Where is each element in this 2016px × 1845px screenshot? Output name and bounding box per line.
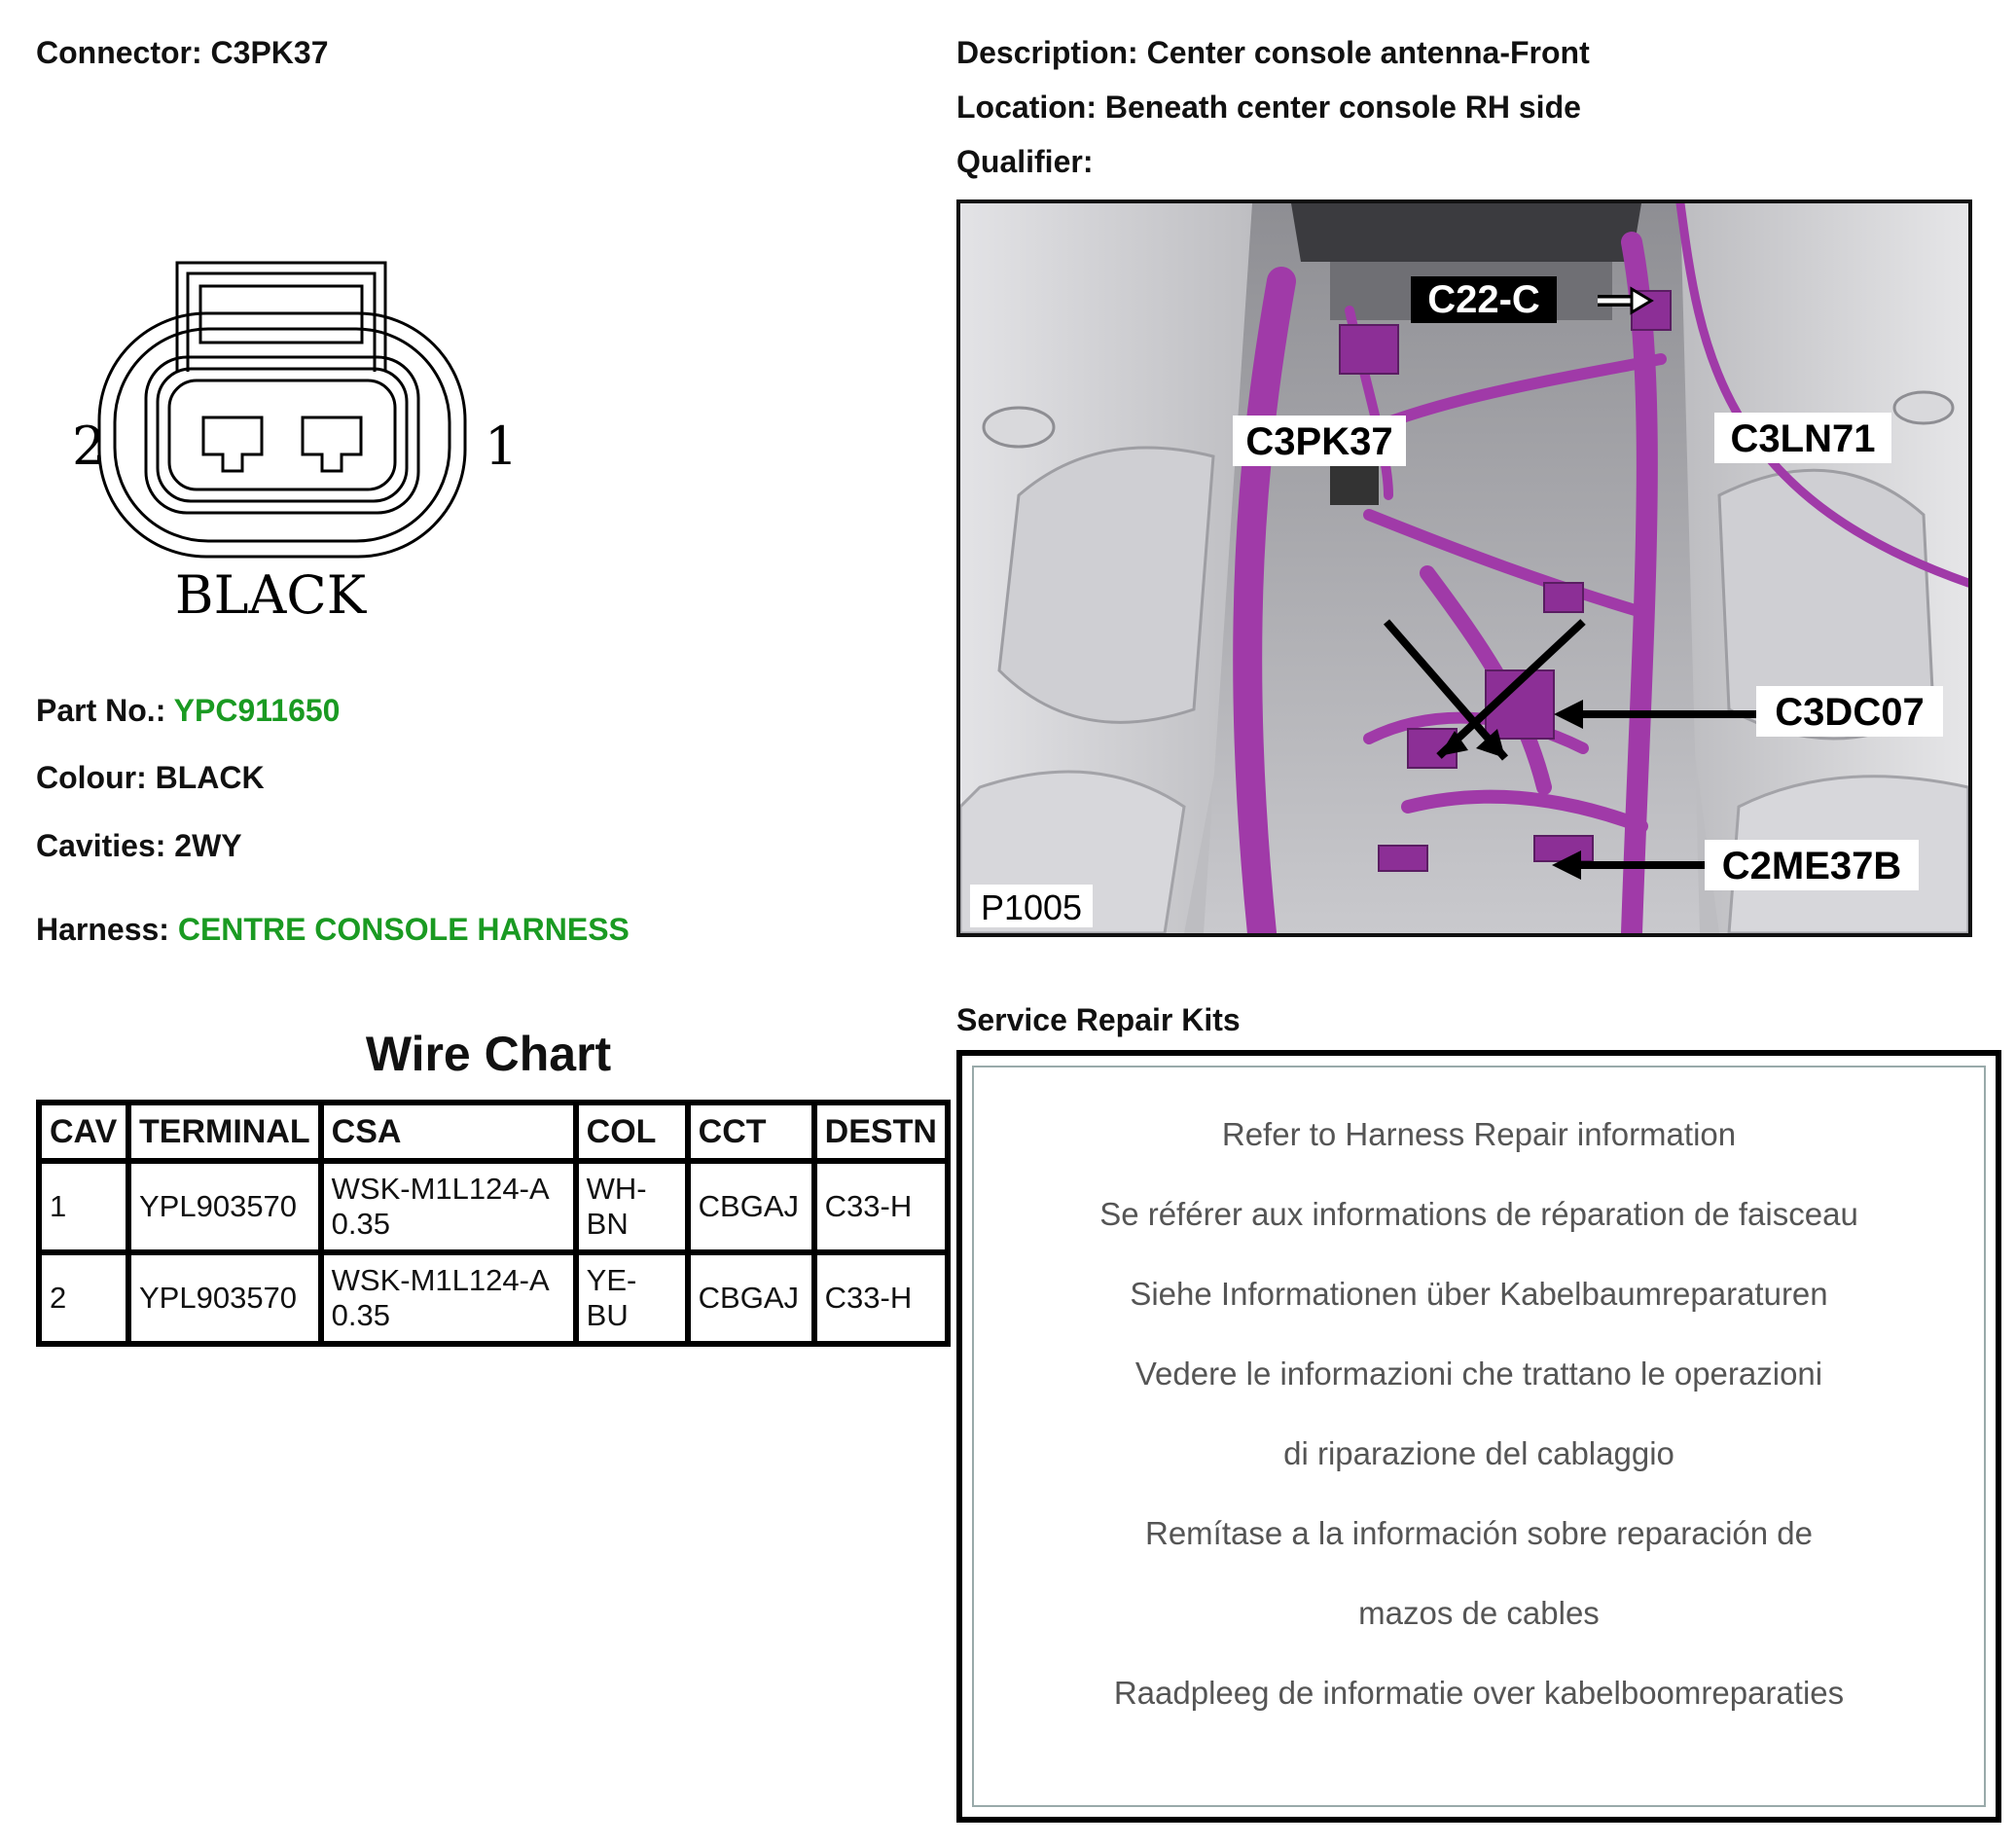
photo-label-c3dc07: C3DC07 bbox=[1775, 691, 1925, 734]
cell-col-primary: YE- bbox=[586, 1263, 637, 1297]
srk-line-en: Refer to Harness Repair information bbox=[1221, 1116, 1737, 1152]
qualifier-label: Qualifier: bbox=[956, 144, 1094, 179]
header-csa: CSA bbox=[321, 1103, 576, 1161]
location-line bbox=[956, 90, 1581, 126]
description-label: Description: bbox=[956, 35, 1138, 70]
cell-col-secondary: BN bbox=[586, 1207, 629, 1241]
service-repair-kits-inner bbox=[972, 1066, 1986, 1807]
cavities-label: Cavities: bbox=[36, 828, 166, 863]
cell-csa bbox=[321, 1252, 576, 1344]
cell-col-secondary: BU bbox=[586, 1298, 629, 1332]
service-repair-kits-title: Service Repair Kits bbox=[956, 1002, 1241, 1037]
srk-line-nl: Raadpleeg de informatie over kabelboomreparaties bbox=[1113, 1675, 1845, 1711]
cell-cct: CBGAJ bbox=[688, 1252, 814, 1344]
cell-col bbox=[576, 1252, 688, 1344]
photo-ref-label: P1005 bbox=[980, 887, 1083, 927]
service-repair-kits-box bbox=[956, 1050, 2001, 1823]
cell-cav: 2 bbox=[39, 1252, 128, 1344]
location-value: Beneath center console RH side bbox=[1104, 90, 1581, 125]
table-row bbox=[39, 1252, 948, 1344]
photo-label-c22c: C22-C bbox=[1427, 278, 1540, 321]
wire-chart-title: Wire Chart bbox=[365, 1027, 612, 1081]
photo-label-c3ln71: C3LN71 bbox=[1730, 417, 1876, 460]
pin-1-label: 1 bbox=[485, 416, 519, 477]
location-photo-svg bbox=[960, 203, 1968, 933]
photo-label-c3pk37: C3PK37 bbox=[1245, 420, 1393, 463]
description-value: Center console antenna-Front bbox=[1146, 35, 1590, 70]
colour-value: BLACK bbox=[155, 760, 265, 795]
srk-line-it-1: Vedere le informazioni che trattano le operazioni bbox=[1134, 1356, 1823, 1392]
cell-csa-size: 0.35 bbox=[331, 1207, 390, 1241]
photo-dark-component bbox=[1330, 466, 1379, 505]
header-col: COL bbox=[576, 1103, 688, 1161]
header-destn: DESTN bbox=[814, 1103, 948, 1161]
header-cav: CAV bbox=[39, 1103, 128, 1161]
table-row bbox=[39, 1161, 948, 1252]
cell-csa bbox=[321, 1161, 576, 1252]
part-number-label: Part No.: bbox=[36, 693, 166, 728]
part-number-link[interactable]: YPC911650 bbox=[173, 693, 341, 728]
cell-terminal: YPL903570 bbox=[128, 1161, 321, 1252]
colour-line bbox=[36, 760, 265, 796]
cell-terminal: YPL903570 bbox=[128, 1252, 321, 1344]
harness-label: Harness: bbox=[36, 912, 169, 947]
cell-csa-spec: WSK-M1L124-A bbox=[331, 1172, 550, 1206]
cell-col-primary: WH- bbox=[586, 1172, 647, 1206]
colour-label: Colour: bbox=[36, 760, 147, 795]
connector-colour-text: BLACK bbox=[174, 564, 367, 625]
qualifier-line bbox=[956, 144, 1093, 180]
cavities-line bbox=[36, 828, 242, 864]
header-cct: CCT bbox=[688, 1103, 814, 1161]
description-line bbox=[956, 35, 1590, 71]
cell-cav: 1 bbox=[39, 1161, 128, 1252]
connector-value: C3PK37 bbox=[210, 35, 329, 70]
cell-col bbox=[576, 1161, 688, 1252]
srk-line-es-2: mazos de cables bbox=[1358, 1595, 1600, 1631]
connector-line bbox=[36, 35, 329, 71]
cell-csa-spec: WSK-M1L124-A bbox=[331, 1263, 550, 1297]
cell-destn: C33-H bbox=[814, 1161, 948, 1252]
srk-line-fr: Se référer aux informations de réparation de faisceau bbox=[1099, 1196, 1858, 1232]
photo-label-c2me37b: C2ME37B bbox=[1721, 845, 1902, 887]
cell-destn: C33-H bbox=[814, 1252, 948, 1344]
location-photo bbox=[956, 199, 1972, 937]
harness-link[interactable]: CENTRE CONSOLE HARNESS bbox=[177, 912, 630, 947]
srk-line-it-2: di riparazione del cablaggio bbox=[1283, 1435, 1674, 1471]
harness-line bbox=[36, 912, 630, 948]
table-header-row bbox=[39, 1103, 948, 1161]
connector-label: Connector: bbox=[36, 35, 202, 70]
srk-line-de: Siehe Informationen über Kabelbaumreparaturen bbox=[1130, 1276, 1828, 1312]
wire-chart-table bbox=[36, 1100, 951, 1347]
srk-line-es-1: Remítase a la información sobre reparación de bbox=[1144, 1515, 1814, 1551]
cavities-value: 2WY bbox=[174, 828, 242, 863]
header-terminal: TERMINAL bbox=[128, 1103, 321, 1161]
part-number-line bbox=[36, 693, 340, 729]
connector-face-drawing bbox=[49, 255, 525, 625]
connector-face-svg bbox=[49, 255, 525, 625]
cell-csa-size: 0.35 bbox=[331, 1298, 390, 1332]
pin-2-label: 2 bbox=[72, 416, 106, 477]
location-label: Location: bbox=[956, 90, 1097, 125]
cell-cct: CBGAJ bbox=[688, 1161, 814, 1252]
